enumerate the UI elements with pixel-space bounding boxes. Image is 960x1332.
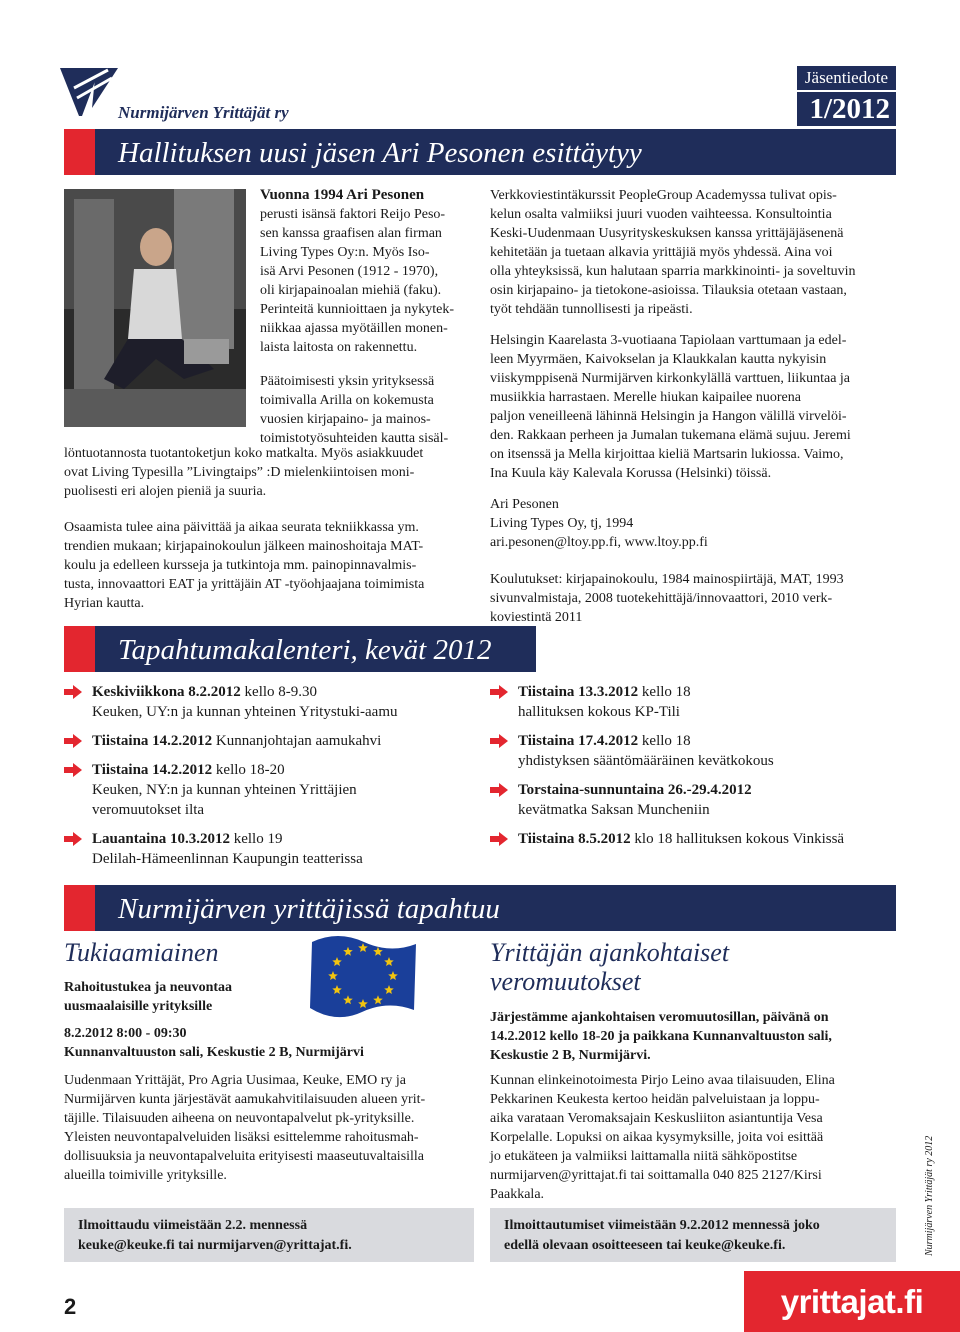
text-line: työt tehdään tunnollisesti ja ripeästi.: [490, 302, 693, 317]
event-date-line: [518, 731, 910, 751]
event-date: Tiistaina 13.3.2012: [518, 684, 639, 700]
text-line: nurmijarven@yrittajat.fi tai soittamalla 040 825 2127/Kirsi: [490, 1168, 822, 1183]
text-line: Osaamista tulee aina päivittää ja aikaa seurata tekniikkassa ym.: [64, 520, 419, 535]
event-time: kello 19: [229, 831, 283, 847]
portrait-photo: [64, 189, 246, 427]
event-date-line: [92, 731, 484, 751]
calendar-title: Tapahtumakalenteri, kevät 2012: [118, 634, 492, 666]
event-date-line: [518, 682, 910, 702]
text-line: tusta, innovaattori EAT ja yrittäjäin AT -työohjaajana toimimista: [64, 577, 425, 592]
text-line: Uudenmaan Yrittäjät, Pro Agria Uusimaa, Keuke, EMO ry ja: [64, 1073, 407, 1088]
event-date: Keskiviikkona 8.2.2012: [92, 684, 241, 700]
calendar-event: [490, 731, 910, 771]
breakfast-heading: Tukiaamiainen: [64, 938, 219, 967]
issue-header: [797, 66, 896, 126]
breakfast-body: [64, 1071, 484, 1185]
event-date-line: [92, 829, 484, 849]
arrow-bullet-icon: [490, 832, 508, 846]
tax-notice: [490, 1208, 896, 1262]
text-line: toimivalla Arilla on kokemusta: [260, 393, 434, 408]
education-info: [490, 570, 898, 627]
event-description: veromuutokset ilta: [92, 802, 205, 818]
contact-line: ari.pesonen@ltoy.pp.fi, www.ltoy.pp.fi: [490, 535, 708, 550]
arrow-bullet-icon: [490, 783, 508, 797]
event-time: kello 8-9.30: [240, 684, 318, 700]
paragraph-background: [490, 331, 898, 483]
text-line: vuosien kirjapaino- ja mainos-: [260, 412, 431, 427]
heading-line: veromuutokset: [490, 967, 641, 996]
paragraph-indented: [260, 372, 472, 448]
breakfast-subtitle: [64, 978, 304, 1016]
event-date: Torstaina-sunnuntaina 26.-29.4.2012: [518, 782, 752, 798]
event-date: Tiistaina 14.2.2012: [92, 762, 213, 778]
text-line: kehitetään ja tuetaan alkavia yrittäjiä myös yhdessä. Aina voi: [490, 245, 833, 260]
subtitle-line: uusmaalaisille yrityksille: [64, 999, 213, 1014]
text-line: Kunnan elinkeinotoimesta Pirjo Leino avaa tilaisuuden, Elina: [490, 1073, 835, 1088]
brand-logo: yrittajat.fi: [744, 1271, 960, 1332]
page-number: 2: [64, 1294, 77, 1319]
tax-body: [490, 1071, 900, 1204]
calendar-right: [490, 682, 910, 858]
happenings-title-band: [64, 885, 896, 931]
lead-line: Järjestämme ajankohtaisen veromuutosillan, päivänä on: [490, 1010, 829, 1025]
text-line: alueilla toimiville yrityksille.: [64, 1168, 227, 1183]
intro-lead: Vuonna 1994 Ari Pesonen: [260, 187, 425, 203]
event-description: kevätmatka Saksan Muncheniin: [518, 802, 710, 818]
calendar-event: [64, 682, 484, 722]
text-line: Koulutukset: kirjapainokoulu, 1984 mainospiirtäjä, MAT, 1993: [490, 572, 844, 587]
arrow-bullet-icon: [490, 734, 508, 748]
event-date: Tiistaina 8.5.2012: [518, 831, 631, 847]
contact-info: [490, 495, 898, 552]
article-title-band: [64, 129, 896, 175]
tax-lead: [490, 1008, 900, 1065]
intro-line: niikkaa ajassa myötäillen monen-: [260, 321, 448, 336]
intro-line: Living Types Oy:n. Myös Iso-: [260, 245, 430, 260]
text-line: koulu ja edelleen kursseja ja tutkintoja mm. painopinnavalmis-: [64, 558, 417, 573]
event-description: yhdistyksen sääntömääräinen kevätkokous: [518, 753, 774, 769]
notice-line: keuke@keuke.fi tai nurmijarven@yrittajat.fi.: [78, 1238, 352, 1253]
text-line: den. Rakkaan perheen ja Jumalan tukemana elämä sujuu. Jeremi: [490, 428, 851, 443]
arrow-bullet-icon: [64, 734, 82, 748]
calendar-event: [64, 760, 484, 820]
calendar-event: [490, 829, 910, 849]
event-description: Delilah-Hämeenlinnan Kaupungin teatterissa: [92, 851, 363, 867]
event-date-line: [92, 760, 484, 780]
event-time: kello 18: [638, 733, 691, 749]
bulletin-label: Jäsentiedote: [797, 66, 896, 90]
text-line: Ina Kuula käy Kalevala Korussa (Helsinki) töissä.: [490, 466, 772, 481]
eu-flag-icon: [308, 930, 418, 1022]
event-description: Keuken, UY:n ja kunnan yhteinen Yritystuki-aamu: [92, 704, 398, 720]
intro-line: Perinteitä kunnioittaen ja nykytek-: [260, 302, 455, 317]
paragraph-rest: [64, 444, 474, 501]
text-line: täjille. Tilaisuuden aiheena on neuvontapalvelut pk-yrityksille.: [64, 1111, 415, 1126]
event-time: kello 18: [638, 684, 691, 700]
calendar-title-band: [64, 626, 536, 672]
when-line: Kunnanvaltuuston sali, Keskustie 2 B, Nurmijärvi: [64, 1045, 364, 1060]
tax-heading: [490, 938, 729, 996]
text-line: Nurmijärven kunta järjestävät aamukahvitilaisuuden alueen yrit-: [64, 1092, 426, 1107]
event-date: Tiistaina 14.2.2012: [92, 733, 213, 749]
intro-line: oli kirjapainoalan miehiä (faku).: [260, 283, 442, 298]
text-line: Pekkarinen Keukesta kertoo heidän palveluistaan ja loppu-: [490, 1092, 820, 1107]
calendar-left: [64, 682, 484, 878]
text-line: leen Myyrmäen, Kaivokselan ja Klaukkalan kautta nykyisin: [490, 352, 827, 367]
event-time: Kunnanjohtajan aamukahvi: [212, 733, 382, 749]
text-line: Päätoimisesti yksin yrityksessä: [260, 374, 435, 389]
happenings-title: Nurmijärven yrittäjissä tapahtuu: [118, 893, 500, 925]
event-date: Tiistaina 17.4.2012: [518, 733, 639, 749]
event-description: hallituksen kokous KP-Tili: [518, 704, 680, 720]
arrow-bullet-icon: [64, 685, 82, 699]
event-time: kello 18-20: [212, 762, 285, 778]
calendar-event: [490, 682, 910, 722]
notice-line: edellä olevaan osoitteeseen tai keuke@keuke.fi.: [504, 1238, 786, 1253]
arrow-bullet-icon: [64, 832, 82, 846]
text-line: toimistotyösuhteiden kautta sisäl-: [260, 431, 449, 446]
text-line: olla yhteyksissä, kun halutaan sparria markkinointi- ja soveltuvin: [490, 264, 856, 279]
contact-line: Ari Pesonen: [490, 497, 559, 512]
text-line: kelun osalta valmiiksi juuri vuoden vaihteessa. Konsultointia: [490, 207, 832, 222]
calendar-event: [64, 829, 484, 869]
event-date-line: [92, 682, 484, 702]
when-line: 8.2.2012 8:00 - 09:30: [64, 1026, 187, 1041]
intro-line: isä Arvi Pesonen (1912 - 1970),: [260, 264, 439, 279]
event-description: Keuken, NY:n ja kunnan yhteinen Yrittäjien: [92, 782, 357, 798]
text-line: ovat Living Typesilla ”Livingtaips” :D mielenkiintoisen moni-: [64, 465, 415, 480]
text-line: Paakkala.: [490, 1187, 545, 1202]
intro-line: laista laitosta on rakennettu.: [260, 340, 418, 355]
text-line: viiskymppisenä Nurmijärven kirkonkylällä varttuen, liikuntaa ja: [490, 371, 851, 386]
text-line: trendien mukaan; kirjapainokoulun jälkeen mainoshoitaja MAT-: [64, 539, 424, 554]
breakfast-when: [64, 1024, 484, 1062]
text-line: sivunvalmistaja, 2008 tuotekehittäjä/innovaattori, 2010 verk-: [490, 591, 833, 606]
arrow-bullet-icon: [490, 685, 508, 699]
arrow-bullet-icon: [64, 763, 82, 777]
article-column-right: [490, 186, 898, 627]
calendar-event: [490, 780, 910, 820]
org-name: Nurmijärven Yrittäjät ry: [118, 103, 289, 122]
subtitle-line: Rahoitustukea ja neuvontaa: [64, 980, 233, 995]
text-line: Yleisten neuvontapalveluiden lisäksi esittelemme rahoitusmah-: [64, 1130, 419, 1145]
lead-line: Keskustie 2 B, Nurmijärvi.: [490, 1048, 651, 1063]
breakfast-notice: [64, 1208, 474, 1262]
text-line: musiikkia harrastaen. Merelle hiukan kaipailee nuorena: [490, 390, 801, 405]
text-line: Hyrian kautta.: [64, 596, 145, 611]
article-column-left: [260, 186, 472, 448]
event-date-line: [518, 829, 910, 849]
text-line: puolisesti eri alojen pieniä ja suuria.: [64, 484, 267, 499]
issue-number: 1/2012: [797, 92, 896, 126]
paragraph-skills: [64, 518, 474, 613]
article-title: Hallituksen uusi jäsen Ari Pesonen esittäytyy: [118, 137, 642, 169]
text-line: Helsingin Kaarelasta 3-vuotiaana Tapiolaan varttumaan ja edel-: [490, 333, 847, 348]
text-line: aika varataan Veromaksajain Keskusliiton asiantuntija Vesa: [490, 1111, 823, 1126]
yrittajat-logo-icon: [60, 68, 118, 120]
text-line: Keski-Uudenmaan Uusyrityskeskuksen kanssa yrittäjäjäsenenä: [490, 226, 844, 241]
intro-line: perusti isänsä faktori Reijo Peso-: [260, 207, 446, 222]
text-line: on itsenssä ja Mella kirjoittaa kieliä Martsarin lukiossa. Vaimo,: [490, 447, 844, 462]
event-time: klo 18 hallituksen kokous Vinkissä: [630, 831, 845, 847]
article-column-left-full: [64, 444, 474, 613]
event-date-line: [518, 780, 910, 800]
text-line: koviestintä 2011: [490, 610, 583, 625]
intro-line: sen kanssa graafisen alan firman: [260, 226, 442, 241]
text-line: jo etukäteen ja valmiiksi laittamalla niitä sähköpostitse: [490, 1149, 798, 1164]
text-line: löntuotannosta tuotantoketjun koko matkalta. Myös asiakkuudet: [64, 446, 424, 461]
text-line: osin kirjapaino- ja tietokone-asioissa. Tilauksia otetaan vastaan,: [490, 283, 847, 298]
notice-line: Ilmoittaudu viimeistään 2.2. mennessä: [78, 1218, 308, 1233]
lead-line: 14.2.2012 kello 18-20 ja paikkana Kunnanvaltuuston sali,: [490, 1029, 832, 1044]
text-line: dollisuuksia ja neuvontapalveluita erityisesti maaseutuvaltaisilla: [64, 1149, 425, 1164]
contact-line: Living Types Oy, tj, 1994: [490, 516, 634, 531]
calendar-event: [64, 731, 484, 751]
event-date: Lauantaina 10.3.2012: [92, 831, 230, 847]
notice-line: Ilmoittautumiset viimeistään 9.2.2012 mennessä joko: [504, 1218, 820, 1233]
text-line: Verkkoviestintäkurssit PeopleGroup Academyssa tulivat opis-: [490, 188, 837, 203]
paragraph-training: [490, 186, 898, 319]
text-line: Korpelalle. Lopuksi on aikaa kysymyksille, joita voi esittää: [490, 1130, 824, 1145]
text-line: paljon veneilleenä lähinnä Helsingin ja Hangon välillä virvelöi-: [490, 409, 847, 424]
side-text: Nurmijärven Yrittäjät ry 2012: [924, 1135, 935, 1256]
intro-text: [260, 205, 472, 357]
heading-line: Yrittäjän ajankohtaiset: [490, 938, 730, 967]
